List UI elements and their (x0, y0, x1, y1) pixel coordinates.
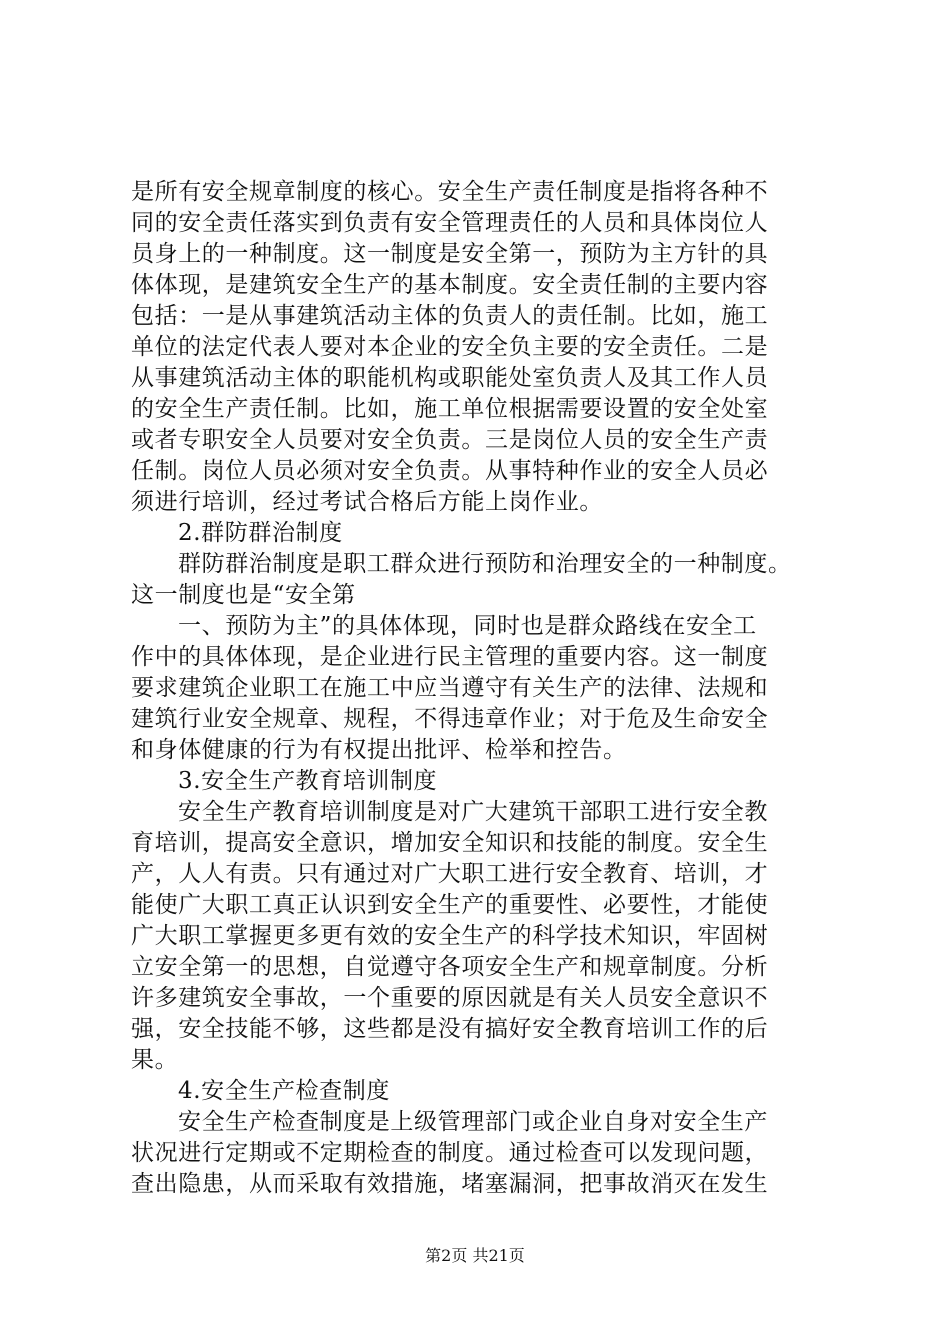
text-line: 是所有安全规章制度的核心。安全生产责任制度是指将各种不 (131, 179, 769, 205)
section-heading: 2.群防群治制度 (178, 520, 343, 546)
text-line: 立安全第一的思想，自觉遵守各项安全生产和规章制度。分析 (131, 954, 769, 980)
text-line: 作中的具体体现，是企业进行民主管理的重要内容。这一制度 (131, 644, 769, 670)
text-line: 这一制度也是“安全第 (131, 582, 356, 608)
text-line: 建筑行业安全规章、规程，不得违章作业；对于危及生命安全 (131, 706, 769, 732)
text-line: 须进行培训，经过考试合格后方能上岗作业。 (131, 489, 603, 515)
text-line: 查出隐患，从而采取有效措施，堵塞漏洞，把事故消灭在发生 (131, 1171, 769, 1197)
text-line: 能使广大职工真正认识到安全生产的重要性、必要性，才能使 (131, 892, 769, 918)
text-line: 包括：一是从事建筑活动主体的负责人的责任制。比如，施工 (131, 303, 769, 329)
text-line: 许多建筑安全事故，一个重要的原因就是有关人员安全意识不 (131, 985, 769, 1011)
text-line: 和身体健康的行为有权提出批评、检举和控告。 (131, 737, 627, 763)
text-line: 单位的法定代表人要对本企业的安全负主要的安全责任。二是 (131, 334, 769, 360)
section-heading: 4.安全生产检查制度 (178, 1078, 390, 1104)
text-line: 育培训，提高安全意识，增加安全知识和技能的制度。安全生 (131, 830, 769, 856)
body-text (131, 177, 851, 1200)
text-line: 安全生产检查制度是上级管理部门或企业自身对安全生产 (178, 1109, 768, 1135)
text-line: 或者专职安全人员要对安全负责。三是岗位人员的安全生产责 (131, 427, 769, 453)
text-line: 要求建筑企业职工在施工中应当遵守有关生产的法律、法规和 (131, 675, 769, 701)
text-line: 任制。岗位人员必须对安全负责。从事特种作业的安全人员必 (131, 458, 769, 484)
text-line: 一、预防为主”的具体体现，同时也是群众路线在安全工 (178, 613, 757, 639)
text-line: 广大职工掌握更多更有效的安全生产的科学技术知识，牢固树 (131, 923, 769, 949)
text-line: 产，人人有责。只有通过对广大职工进行安全教育、培训，才 (131, 861, 769, 887)
text-line: 安全生产教育培训制度是对广大建筑干部职工进行安全教 (178, 799, 768, 825)
text-line: 员身上的一种制度。这一制度是安全第一，预防为主方针的具 (131, 241, 769, 267)
text-line: 果。 (131, 1047, 179, 1073)
text-line: 体体现，是建筑安全生产的基本制度。安全责任制的主要内容 (131, 272, 769, 298)
text-line: 从事建筑活动主体的职能机构或职能处室负责人及其工作人员 (131, 365, 769, 391)
page-footer: 第2页 共21页 (425, 1246, 525, 1265)
text-line: 群防群治制度是职工群众进行预防和治理安全的一种制度。 (178, 551, 792, 577)
text-line: 同的安全责任落实到负责有安全管理责任的人员和具体岗位人 (131, 210, 769, 236)
section-heading: 3.安全生产教育培训制度 (178, 768, 438, 794)
text-line: 状况进行定期或不定期检查的制度。通过检查可以发现问题， (131, 1140, 769, 1166)
text-line: 强，安全技能不够，这些都是没有搞好安全教育培训工作的后 (131, 1016, 769, 1042)
text-line: 的安全生产责任制。比如，施工单位根据需要设置的安全处室 (131, 396, 769, 422)
